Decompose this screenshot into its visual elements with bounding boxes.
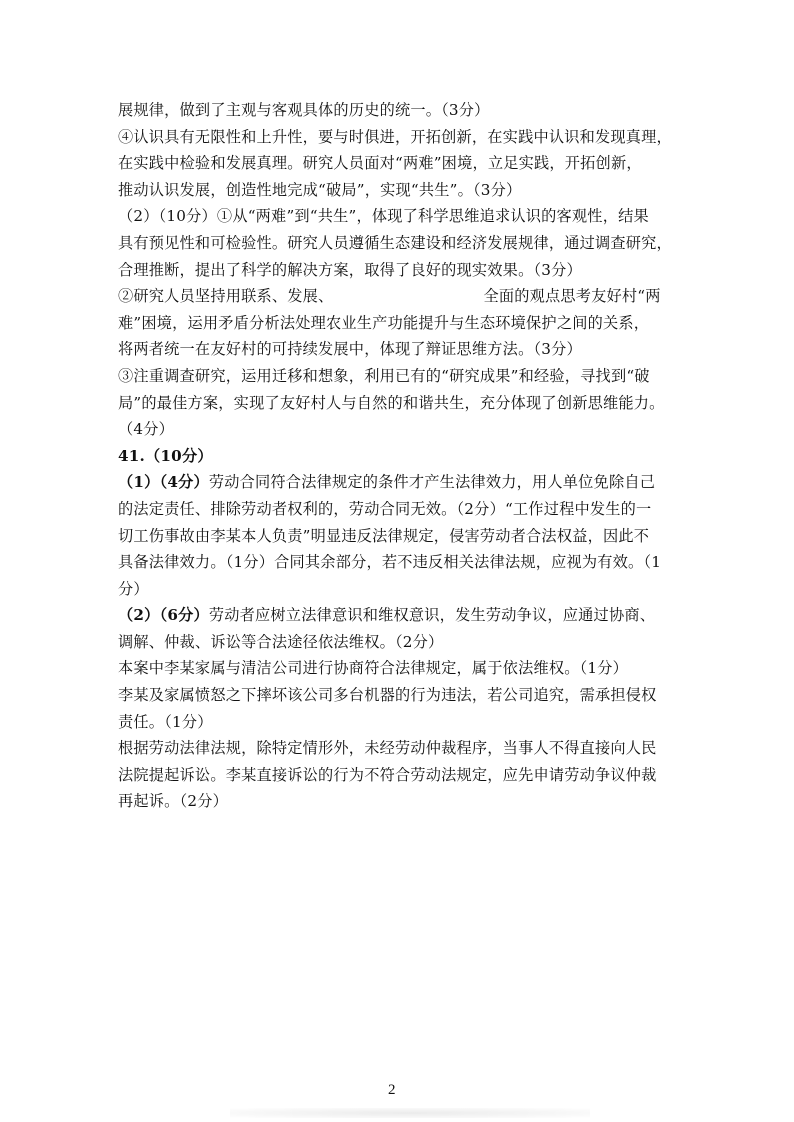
text-line: 展规律，做到了主观与客观具体的历史的统一。（3分）	[118, 101, 490, 119]
text-line	[118, 602, 684, 629]
text-line-with-gap	[118, 283, 684, 310]
text-line: 本案中李某家属与清洁公司进行协商符合法律规定，属于依法维权。（1分）	[118, 659, 629, 678]
text-line: 将两者统一在友好村的可持续发展中，体现了辩证思维方法。（3分）	[118, 340, 582, 359]
text-fragment: 劳动合同符合法律规定的条件才产生法律效力，用人单位免除自己	[208, 473, 656, 492]
text-line: 李某及家属愤怒之下摔坏该公司多台机器的行为违法，若公司追究，需承担侵权	[118, 686, 657, 705]
text-fragment: ②研究人员坚持用联系、发展、	[118, 287, 334, 306]
text-line: 具有预见性和可检验性。研究人员遵循生态建设和经济发展规律，通过调查研究，	[118, 233, 672, 252]
text-fragment: 全面的观点思考友好村“两	[483, 287, 661, 306]
text-line: ③注重调查研究，运用迁移和想象，利用已有的“研究成果”和经验，寻找到“破	[118, 366, 650, 385]
text-line: 合理推断，提出了科学的解决方案，取得了良好的现实效果。（3分）	[118, 260, 582, 279]
text-line: 局”的最佳方案，实现了友好村人与自然的和谐共生，充分体现了创新思维能力。	[118, 393, 665, 412]
page-number: 2	[388, 1082, 396, 1098]
text-line: （2）（10分）①从“两难”到“共生”，体现了科学思维追求认识的客观性，结果	[118, 207, 649, 226]
text-line: 的法定责任、排除劳动者权利的，劳动合同无效。（2分）“工作过程中发生的一	[118, 499, 652, 518]
text-line: 法院提起诉讼。李某直接诉讼的行为不符合劳动法规定，应先申请劳动争议仲裁	[118, 765, 657, 784]
text-line: 根据劳动法律法规，除特定情形外，未经劳动仲裁程序，当事人不得直接向人民	[118, 739, 657, 758]
text-line: 在实践中检验和发展真理。研究人员面对“两难”困境，立足实践，开拓创新，	[118, 154, 642, 173]
text-line: 切工伤事故由李某本人负责”明显违反法律规定，侵害劳动者合法权益，因此不	[118, 526, 650, 545]
question-41-heading: 41.（10分）	[118, 446, 213, 465]
text-line: 再起诉。（2分）	[118, 792, 228, 811]
text-line: （4分）	[118, 420, 175, 439]
text-line: 分）	[118, 579, 149, 598]
scan-shadow	[230, 1108, 590, 1118]
text-line: 具备法律效力。（1分）合同其余部分，若不违反相关法律法规，应视为有效。（1	[118, 553, 662, 572]
sub-question-label: （1）（4分）	[118, 473, 209, 492]
text-line: 难”困境，运用矛盾分析法处理农业生产功能提升与生态环境保护之间的关系，	[118, 313, 650, 332]
sub-question-label: （2）（6分）	[118, 606, 209, 625]
text-line: 调解、仲裁、诉讼等合法途径依法维权。（2分）	[118, 632, 444, 651]
text-line	[118, 469, 684, 496]
text-line: ④认识具有无限性和上升性，要与时俱进，开拓创新，在实践中认识和发现真理，	[118, 127, 672, 146]
text-line: 推动认识发展，创造性地完成“破局”，实现“共生”。（3分）	[118, 180, 522, 199]
text-line: 责任。（1分）	[118, 712, 213, 731]
answer-text-body	[118, 97, 684, 815]
text-fragment: 劳动者应树立法律意识和维权意识，发生劳动争议，应通过协商、	[208, 606, 656, 625]
